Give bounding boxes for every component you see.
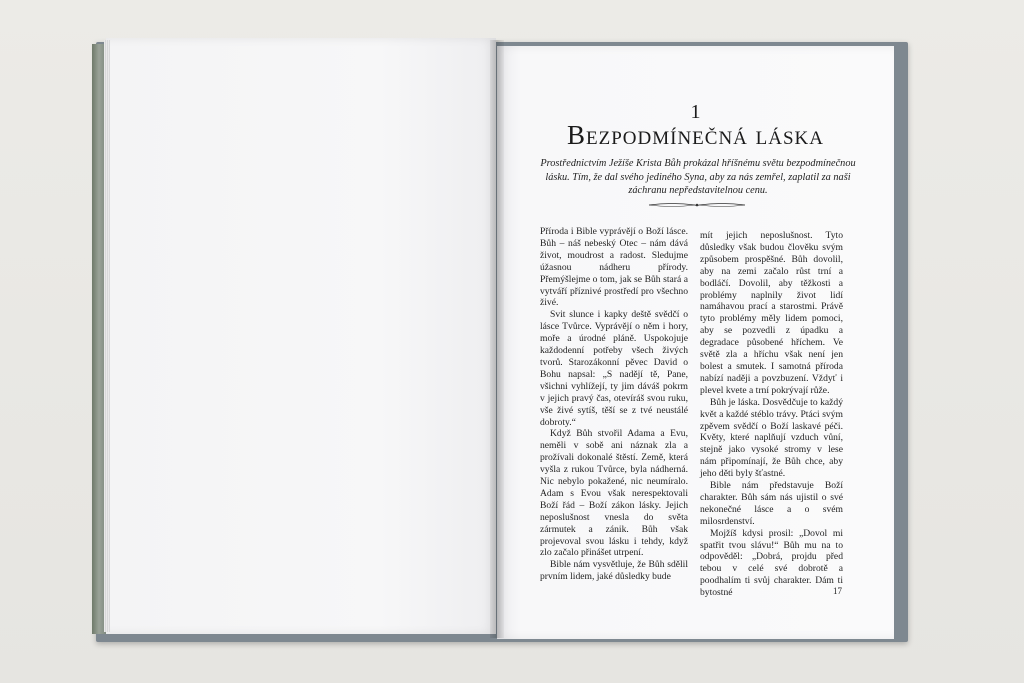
paragraph: Mojžíš kdysi prosil: „Dovol mi spatřit tvou slávu!“ Bůh mu na to odpověděl: „Dobrá, projdu před tebou v celé své dobrotě a poodhalím ti svůj charakter. Dám ti bytostné: [700, 527, 843, 599]
paragraph: Bible nám vysvětluje, že Bůh sdělil prvním lidem, jaké důsledky bude: [540, 559, 688, 583]
paragraph: Bůh je láska. Dosvědčuje to každý květ a každé stéblo trávy. Ptáci svým zpěvem svědčí o Boží laskavé péči. Květy, které naplňují vzduch vůní, stejně jako vysoké stromy v lese nám připomínají, že Bůh chce, aby jeho děti byly šťastné.: [700, 396, 843, 480]
chapter-number: 1: [690, 101, 701, 123]
body-text-right-column: [700, 230, 843, 599]
paragraph: Když Bůh stvořil Adama a Evu, neměli v sobě ani náznak zla a prožívali dokonalé štěstí. Země, která vyšla z rukou Tvůrce, byla nádherná. Nic nebylo pokažené, nic neumíralo. Adam s Evou však nerespektovali Boží řád – Boží zákon lásky. Jejich neposlušnost vnesla do světa zármutek a zánik. Bůh však projevoval svou lásku i tehdy, když zlo začalo přinášet utrpení.: [540, 428, 688, 559]
paragraph: Příroda i Bible vyprávějí o Boží lásce. Bůh – náš nebeský Otec – nám dává život, moudrost a radost. Sledujme úžasnou nádheru přírody. Přemýšlejme o tom, jak se Bůh stará a vytváří příznivé prostředí pro všechno živé.: [540, 226, 688, 309]
paragraph: Bible nám představuje Boží charakter. Bůh sám nás ujistil o své nekonečné lásce a o svém milosrdenství.: [700, 480, 843, 527]
left-page-blank: [106, 38, 496, 634]
chapter-intro: Prostřednictvím Ježíše Krista Bůh prokázal hříšnému světu bezpodmínečnou lásku. Tím, že dal svého jediného Syna, aby za nás zemřel, zaplatil za naši záchranu nepředstavitelnou cenu.: [540, 158, 856, 196]
body-text-left-column: [540, 226, 688, 583]
page-number: 17: [833, 586, 842, 596]
paragraph: Svit slunce i kapky deště svědčí o lásce Tvůrce. Vyprávějí o něm i hory, moře a úrodné pláně. Uspokojuje každodenní potřeby všech živých tvorů. Starozákonní pěvec David o Bohu napsal: „S nadějí tě, Pane, všichni vyhlížejí, ty jim dáváš pokrm v jejich pravý čas, otevíráš svou ruku, vše živé sytíš, těší se z tvé neustálé dobroty.“: [540, 309, 688, 428]
page-stack-edge: [104, 40, 110, 632]
chapter-title: Bezpodmínečná láska: [567, 120, 824, 150]
ornament-divider-icon: [647, 201, 747, 209]
paragraph: mít jejich neposlušnost. Tyto důsledky však budou člověku svým způsobem prospěšné. Bůh dovolil, aby na zemi začalo růst trní a bodláčí. Dovolil, aby těžkosti a problémy naplnily život lidí namáhavou prací a starostmi. Právě tyto problémy měly lidem pomoci, aby se pozvedli z úpadku a degradace působené hříchem. Ve světě zla a hříchu však není jen bolest a smutek. I samotná příroda nabízí naději a povzbuzení. Vždyť i plevel kvete a trní pokrývají růže.: [700, 230, 843, 396]
